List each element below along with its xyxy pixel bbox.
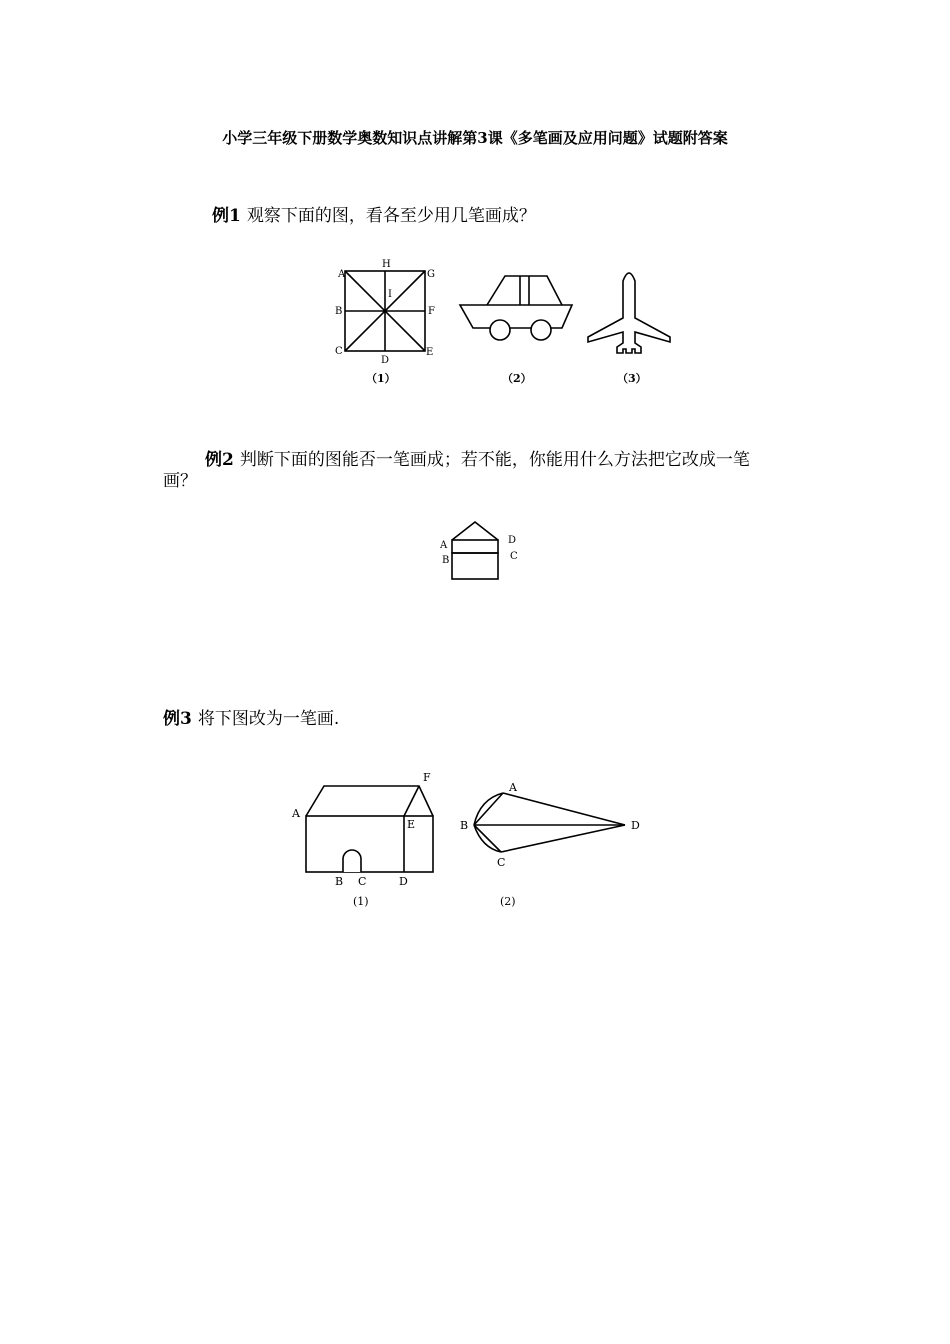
example2-question-cont bbox=[163, 470, 197, 492]
caption-2: （2） bbox=[502, 372, 532, 385]
document-title: 小学三年级下册数学奥数知识点讲解第3课《多笔画及应用问题》试题附答案 bbox=[222, 129, 728, 147]
edge-ad bbox=[503, 793, 625, 825]
caption-1: （1） bbox=[366, 372, 396, 385]
example1-figure3 bbox=[585, 265, 680, 390]
point-label-b: B bbox=[460, 819, 469, 832]
example3-text: 将下图改为一笔画. bbox=[197, 709, 340, 729]
point-label-c: C bbox=[497, 856, 506, 869]
caption-2: (2) bbox=[500, 895, 516, 908]
example1-label: 例1 bbox=[212, 206, 241, 226]
point-label-a: A bbox=[338, 269, 346, 280]
point-label-h: H bbox=[382, 259, 391, 270]
point-label-d: D bbox=[399, 875, 408, 888]
airplane-outline bbox=[588, 273, 670, 353]
edge-bc bbox=[474, 825, 501, 852]
point-label-d: D bbox=[631, 819, 640, 832]
example1-figure1 bbox=[330, 255, 440, 390]
roof bbox=[306, 786, 433, 816]
point-label-b: B bbox=[335, 306, 343, 317]
point-label-a: A bbox=[509, 781, 517, 794]
example3-figure1 bbox=[285, 765, 450, 915]
point-label-c: C bbox=[510, 551, 518, 562]
car-wheel-back bbox=[531, 320, 551, 340]
roof-side bbox=[404, 786, 419, 816]
point-label-i: I bbox=[388, 289, 392, 300]
example2-text-line2: 画？ bbox=[163, 471, 197, 491]
point-label-c: C bbox=[358, 875, 367, 888]
point-label-a: A bbox=[292, 807, 300, 820]
caption-3: （3） bbox=[617, 372, 647, 385]
point-label-a: A bbox=[440, 540, 448, 551]
point-label-b: B bbox=[335, 875, 344, 888]
example2-label: 例2 bbox=[205, 450, 234, 470]
car-body bbox=[460, 305, 572, 328]
roof bbox=[452, 522, 498, 540]
door-arch bbox=[343, 850, 361, 872]
example3-question bbox=[163, 708, 339, 730]
point-label-f: F bbox=[423, 771, 431, 784]
edge-ab bbox=[474, 793, 503, 825]
point-label-b: B bbox=[442, 555, 450, 566]
example2-question bbox=[205, 449, 750, 471]
point-label-f: F bbox=[428, 306, 435, 317]
example1-text: 观察下面的图，看各至少用几笔画成？ bbox=[246, 206, 536, 226]
point-label-e: E bbox=[426, 347, 434, 358]
example2-text-line1: 判断下面的图能否一笔画成；若不能，你能用什么方法把它改成一笔 bbox=[239, 450, 750, 470]
example2-figure bbox=[435, 515, 525, 585]
point-label-c: C bbox=[335, 346, 343, 357]
example1-figure2 bbox=[455, 265, 580, 390]
car-wheel-front bbox=[490, 320, 510, 340]
point-label-d: D bbox=[508, 535, 517, 546]
base bbox=[452, 553, 498, 579]
band bbox=[452, 540, 498, 553]
example3-figure2 bbox=[455, 775, 655, 915]
example3-label: 例3 bbox=[163, 709, 192, 729]
point-label-e: E bbox=[407, 818, 416, 831]
example1-question bbox=[212, 205, 536, 227]
edge-cd bbox=[501, 825, 625, 852]
car-cabin bbox=[487, 276, 562, 305]
point-label-g: G bbox=[427, 269, 435, 280]
caption-1: (1) bbox=[353, 895, 369, 908]
point-label-d: D bbox=[381, 355, 390, 366]
